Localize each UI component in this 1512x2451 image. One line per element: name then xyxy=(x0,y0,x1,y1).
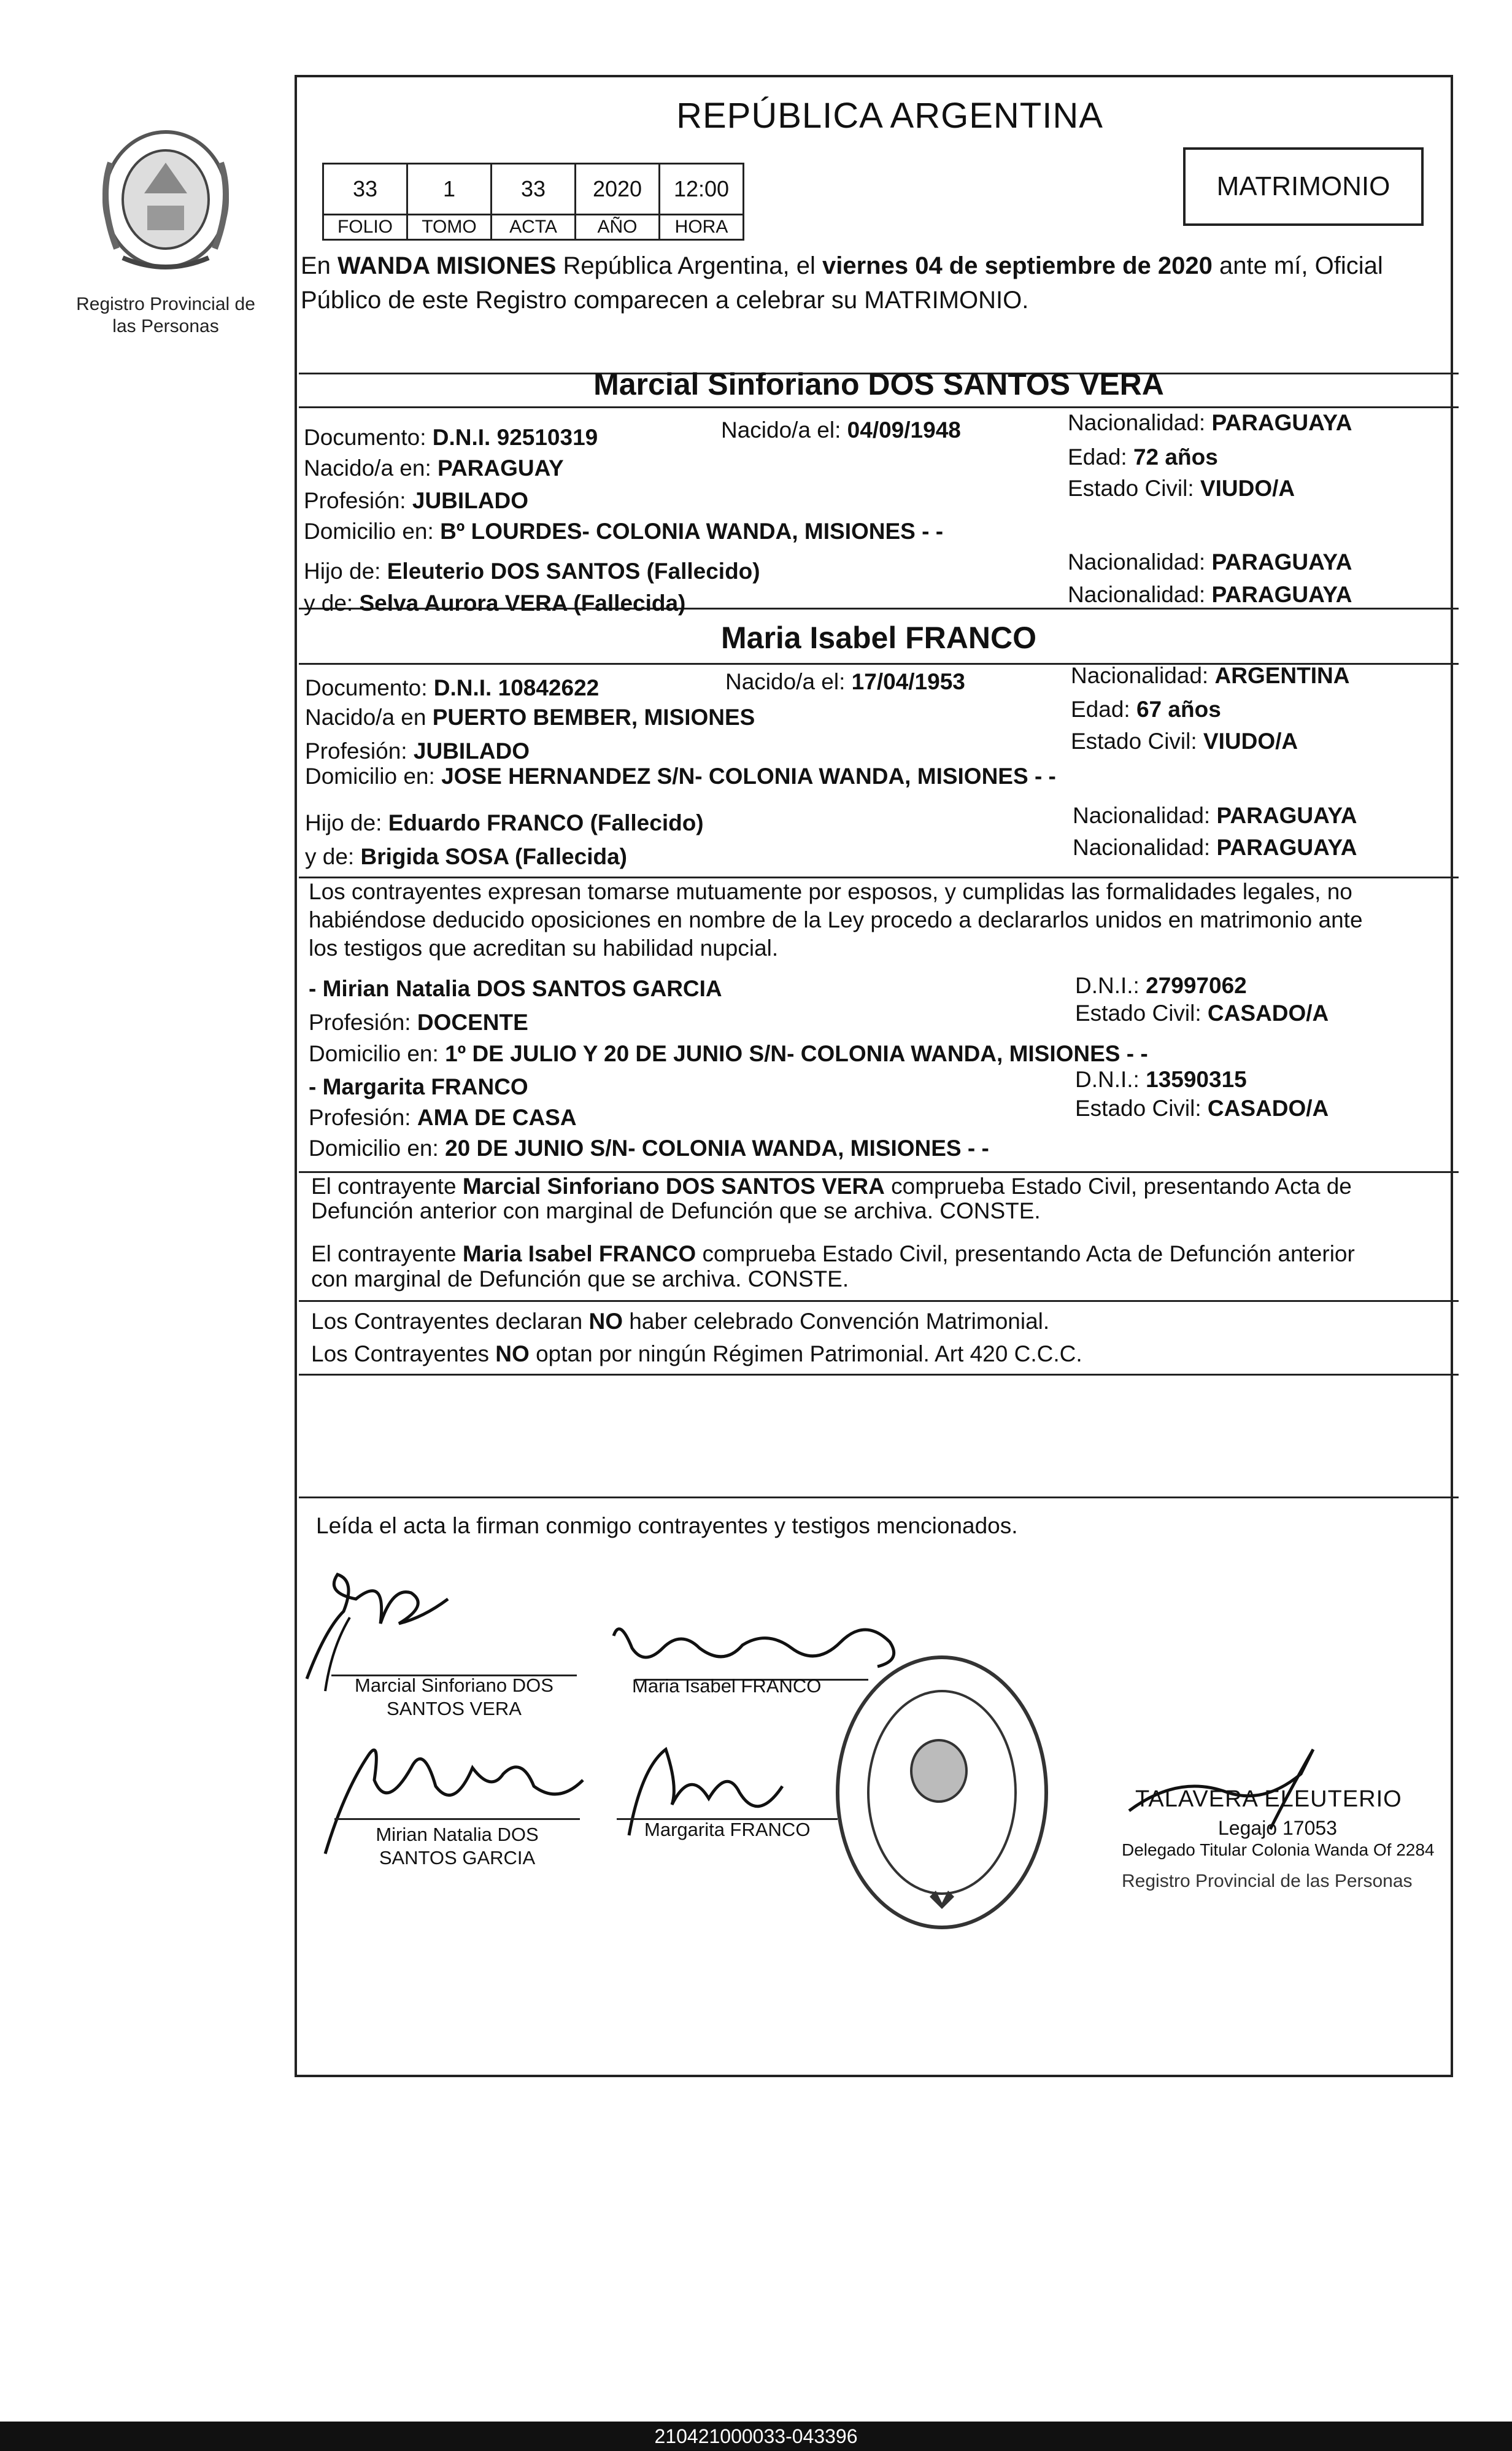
intro-text-1: En xyxy=(301,252,338,279)
spouse2-name: Maria Isabel FRANCO xyxy=(720,621,1036,655)
spouse2-birthdate: Nacido/a el: 17/04/1953 xyxy=(725,669,965,694)
intro-text-3: ante mí, Oficial Público de este Registro comparecen a celebrar su MATRIMONIO. xyxy=(301,252,1383,314)
spouse2-mother-nationality: Nacionalidad: PARAGUAYA xyxy=(1073,835,1357,860)
spouse1-name: Marcial Sinforiano DOS SANTOS VERA xyxy=(593,367,1164,401)
signature-3-name: Mirian Natalia DOS SANTOS GARCIA xyxy=(376,1824,539,1868)
spouse1-civil-status: Estado Civil: VIUDO/A xyxy=(1068,476,1295,501)
spouse1-profession: Profesión: JUBILADO xyxy=(304,488,528,513)
country-title: REPÚBLICA ARGENTINA xyxy=(676,96,1103,136)
declaration-line-2: habiéndose deducido oposiciones en nombre de la Ley procedo a declararlos unidos en matrimonio ante xyxy=(309,907,1363,932)
witness1-name: - Mirian Natalia DOS SANTOS GARCIA xyxy=(309,976,722,1001)
year-label: AÑO xyxy=(576,215,660,240)
tomo-value: 1 xyxy=(407,164,492,215)
spouse2-mother: y de: Brigida SOSA (Fallecida) xyxy=(305,844,627,869)
witness1-address: Domicilio en: 1º DE JULIO Y 20 DE JUNIO S/N- COLONIA WANDA, MISIONES - - xyxy=(309,1041,1148,1066)
intro-paragraph xyxy=(301,249,1454,317)
spouse2-profession: Profesión: JUBILADO xyxy=(305,738,530,764)
witness2-profession: Profesión: AMA DE CASA xyxy=(309,1105,577,1130)
hour-label: HORA xyxy=(660,215,744,240)
witness1-dni: D.N.I.: 27997062 xyxy=(1075,973,1247,998)
spouse2-age: Edad: 67 años xyxy=(1071,697,1221,722)
spouse1-document: Documento: D.N.I. 92510319 xyxy=(304,425,598,450)
spouse1-father-nationality: Nacionalidad: PARAGUAYA xyxy=(1068,549,1352,575)
witness1-profession: Profesión: DOCENTE xyxy=(309,1010,528,1035)
registry-fields-table xyxy=(322,163,744,241)
hour-value: 12:00 xyxy=(660,164,744,215)
witness2-dni: D.N.I.: 13590315 xyxy=(1075,1067,1247,1092)
handwritten-signature-1 xyxy=(288,1538,472,1697)
witness2-name: - Margarita FRANCO xyxy=(309,1074,528,1099)
act-type-box: MATRIMONIO xyxy=(1183,147,1424,226)
divider xyxy=(299,406,1459,408)
civil-proof-1-line-1: El contrayente Marcial Sinforiano DOS SANTOS VERA comprueba Estado Civil, presentando Acta de xyxy=(311,1174,1352,1199)
acta-label: ACTA xyxy=(492,215,576,240)
signature-1-name: Marcial Sinforiano DOS SANTOS VERA xyxy=(355,1675,554,1719)
divider xyxy=(299,877,1459,878)
year-value: 2020 xyxy=(576,164,660,215)
divider xyxy=(299,1171,1459,1173)
spouse1-address: Domicilio en: Bº LOURDES- COLONIA WANDA, MISIONES - - xyxy=(304,519,944,544)
divider xyxy=(299,1497,1459,1498)
folio-label: FOLIO xyxy=(323,215,407,240)
spouse1-mother-nationality: Nacionalidad: PARAGUAYA xyxy=(1068,582,1352,607)
regime-line-2: Los Contrayentes NO optan por ningún Régimen Patrimonial. Art 420 C.C.C. xyxy=(311,1341,1082,1366)
divider xyxy=(299,1374,1459,1376)
spouse2-civil-status: Estado Civil: VIUDO/A xyxy=(1071,729,1298,754)
acta-value: 33 xyxy=(492,164,576,215)
declaration-line-3: los testigos que acreditan su habilidad nupcial. xyxy=(309,935,779,961)
signatures-intro: Leída el acta la firman conmigo contrayentes y testigos mencionados. xyxy=(316,1513,1018,1538)
spouse1-age: Edad: 72 años xyxy=(1068,444,1218,470)
intro-date: viernes 04 de septiembre de 2020 xyxy=(822,252,1213,279)
divider xyxy=(299,1300,1459,1302)
spouse1-mother: y de: Selva Aurora VERA (Fallecida) xyxy=(304,590,686,616)
intro-text-2: República Argentina, el xyxy=(556,252,822,279)
spouse1-nationality: Nacionalidad: PARAGUAYA xyxy=(1068,410,1352,435)
official-registry: Registro Provincial de las Personas xyxy=(1122,1871,1413,1891)
intro-place: WANDA MISIONES xyxy=(338,252,557,279)
signature-4-name: Margarita FRANCO xyxy=(644,1819,811,1840)
official-seal-icon xyxy=(831,1651,1052,1934)
regime-line-1: Los Contrayentes declaran NO haber celebrado Convención Matrimonial. xyxy=(311,1309,1050,1334)
civil-proof-2-line-1: El contrayente Maria Isabel FRANCO comprueba Estado Civil, presentando Acta de Defunción anterior xyxy=(311,1241,1355,1266)
official-legajo: Legajo 17053 xyxy=(1218,1817,1337,1839)
spouse1-birthdate: Nacido/a el: 04/09/1948 xyxy=(721,417,961,443)
document-footer-code: 210421000033-043396 xyxy=(0,2422,1512,2451)
witness2-civil-status: Estado Civil: CASADO/A xyxy=(1075,1096,1329,1121)
spouse2-birthplace: Nacido/a en PUERTO BEMBER, MISIONES xyxy=(305,705,755,730)
spouse2-document: Documento: D.N.I. 10842622 xyxy=(305,675,600,700)
signature-line-3 xyxy=(334,1818,580,1820)
signature-2-name: Maria Isabel FRANCO xyxy=(632,1675,822,1697)
civil-proof-1-line-2: Defunción anterior con marginal de Defunción que se archiva. CONSTE. xyxy=(311,1198,1041,1223)
official-role: Delegado Titular Colonia Wanda Of 2284 xyxy=(1122,1840,1435,1859)
spouse1-birthplace: Nacido/a en: PARAGUAY xyxy=(304,455,564,481)
witness2-address: Domicilio en: 20 DE JUNIO S/N- COLONIA WANDA, MISIONES - - xyxy=(309,1136,989,1161)
spouse2-nationality: Nacionalidad: ARGENTINA xyxy=(1071,663,1350,688)
spouse2-father: Hijo de: Eduardo FRANCO (Fallecido) xyxy=(305,810,704,835)
spouse2-address: Domicilio en: JOSE HERNANDEZ S/N- COLONIA WANDA, MISIONES - - xyxy=(305,764,1056,789)
civil-proof-2-line-2: con marginal de Defunción que se archiva. CONSTE. xyxy=(311,1266,849,1291)
folio-value: 33 xyxy=(323,164,407,215)
tomo-label: TOMO xyxy=(407,215,492,240)
spouse2-father-nationality: Nacionalidad: PARAGUAYA xyxy=(1073,803,1357,828)
witness1-civil-status: Estado Civil: CASADO/A xyxy=(1075,1001,1329,1026)
province-coat-of-arms-icon xyxy=(86,126,245,279)
registry-name: Registro Provincial de las Personas xyxy=(76,294,255,336)
spouse1-father: Hijo de: Eleuterio DOS SANTOS (Fallecido) xyxy=(304,559,760,584)
declaration-line-1: Los contrayentes expresan tomarse mutuamente por esposos, y cumplidas las formalidades legales, no xyxy=(309,879,1352,904)
official-name: TALAVERA ELEUTERIO xyxy=(1135,1786,1402,1812)
